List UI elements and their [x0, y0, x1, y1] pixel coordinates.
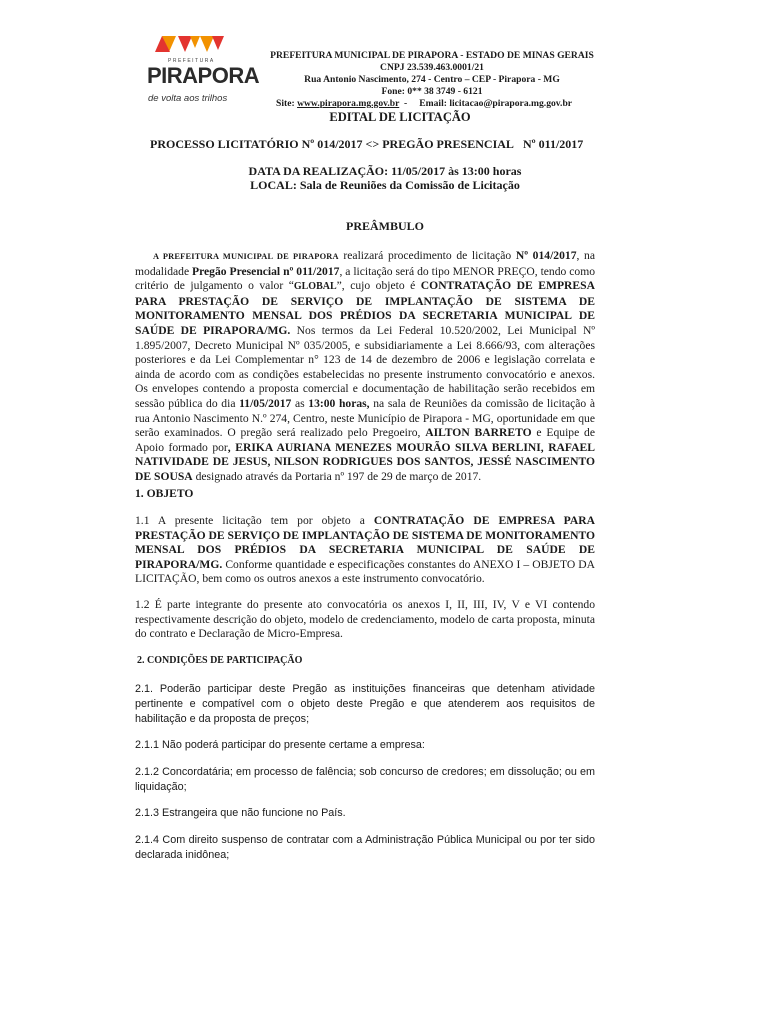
section-2-1-1: 2.1.1 Não poderá participar do presente certame a empresa:: [135, 739, 425, 751]
section-2-1-3: 2.1.3 Estrangeira que não funcione no País.: [135, 807, 346, 819]
section-2-1-2: 2.1.2 Concordatária; em processo de falência; sob concurso de credores; em dissolução; ou em liquidação;: [135, 766, 595, 793]
preambulo-title: PREÂMBULO: [346, 219, 424, 233]
realization-date: DATA DA REALIZAÇÃO: 11/05/2017 às 13:00 horas: [248, 164, 522, 178]
site-link[interactable]: www.pirapora.mg.gov.br: [297, 98, 400, 109]
header-email: Email: licitacao@pirapora.mg.gov.br: [419, 98, 573, 109]
site-separator: -: [404, 98, 408, 109]
header-line-1: PREFEITURA MUNICIPAL DE PIRAPORA - ESTADO DE MINAS GERAIS: [270, 50, 594, 61]
process-title: PROCESSO LICITATÓRIO Nº 014/2017 <> PREGÃO PRESENCIAL: [150, 137, 514, 151]
preambulo-paragraph: A PREFEITURA MUNICIPAL DE PIRAPORA realizará procedimento de licitação Nº 014/2017, na modalidade Pregão Presencial nº 011/2017, a licitação será do tipo MENOR PREÇO, tendo como critério de julgamento o valor “GLOBAL”, cujo objeto é CONTRATAÇÃO DE EMPRESA PARA PRESTAÇÃO DE SERVIÇO DE IMPLANTAÇÃO DE SISTEMA DE MONITORAMENTO MENSAL DOS PRÉDIOS DA SECRETARIA MUNICIPAL DE SAÚDE DE PIRAPORA/MG. Nos termos da Lei Federal 10.520/2002, Lei Municipal Nº 1.895/2007, Decreto Municipal Nº 035/2005, e subsidiariamente a Lei 8.666/93, com alterações posteriores e da Lei Complementar n° 123 de 14 de dezembro de 2006 e legislação correlata e ainda de acordo com as condições estabelecidas no presente instrumento convocatório e anexos. Os envelopes contendo a proposta comercial e documentação de habilitação serão recebidos em sessão pública do dia 11/05/2017 as 13:00 horas, na sala de Reuniões da comissão de licitação à rua Antonio Nascimento N.º 274, Centro, neste Município de Pirapora - MG, oportunidade em que serão examinados. O pregão será realizado pelo Pregoeiro, AILTON BARRETO e Equipe de Apoio formado por, ERIKA AURIANA MENEZES MOURÃO SILVA BERLINI, RAFAEL NATIVIDADE DE JESUS, NILSON RODRIGUES DOS SANTOS, JESSÉ NASCIMENTO DE SOUSA designado através da Portaria nº 197 de 29 de março de 2017.: [135, 249, 596, 483]
logo-slogan: de volta aos trilhos: [148, 93, 228, 104]
section-1-title: 1. OBJETO: [135, 487, 194, 500]
process-number: Nº 011/2017: [523, 137, 584, 151]
site-label: Site:: [276, 98, 295, 109]
section-2-title: 2. CONDIÇÕES DE PARTICIPAÇÃO: [137, 655, 303, 666]
preambulo-org: A PREFEITURA MUNICIPAL DE PIRAPORA: [153, 252, 339, 261]
header-phone: Fone: 0** 38 3749 - 6121: [381, 86, 483, 97]
header-address: Rua Antonio Nascimento, 274 - Centro – CEP - Pirapora - MG: [304, 74, 560, 85]
section-1-1: 1.1 A presente licitação tem por objeto a CONTRATAÇÃO DE EMPRESA PARA PRESTAÇÃO DE SERVIÇO DE IMPLANTAÇÃO DE SISTEMA DE MONITORAMENTO MENSAL DOS PRÉDIOS DA SECRETARIA MUNICIPAL DE SAÚDE DE PIRAPORA/MG. Conforme quantidade e especificações constantes do ANEXO I – OBJETO DA LICITAÇÃO, bem como os outros anexos a este instrumento convocatório.: [135, 514, 595, 586]
section-2-1-4: 2.1.4 Com direito suspenso de contratar com a Administração Pública Municipal ou por ter sido declarada inidônea;: [135, 834, 595, 861]
header-site-line: [276, 98, 572, 109]
logo-city-name: PIRAPORA: [147, 63, 260, 88]
logo-prefeitura-label: PREFEITURA: [168, 58, 215, 64]
realization-local: LOCAL: Sala de Reuniões da Comissão de Licitação: [250, 178, 520, 192]
section-2-1: 2.1. Poderão participar deste Pregão as instituições financeiras que detenham atividade pertinente e compatível com o objeto deste Pregão e que atenderem aos requisitos de habilitação e da proposta de preços;: [135, 683, 595, 725]
header-cnpj: CNPJ 23.539.463.0001/21: [380, 62, 484, 73]
section-1-2: 1.2 É parte integrante do presente ato convocatória os anexos I, II, III, IV, V e VI contendo respectivamente descrição do objeto, modelo de credenciamento, modelo de carta proposta, minuta do contrato e Declaração de Micro-Empresa.: [135, 598, 595, 641]
document-title: EDITAL DE LICITAÇÃO: [329, 110, 471, 124]
